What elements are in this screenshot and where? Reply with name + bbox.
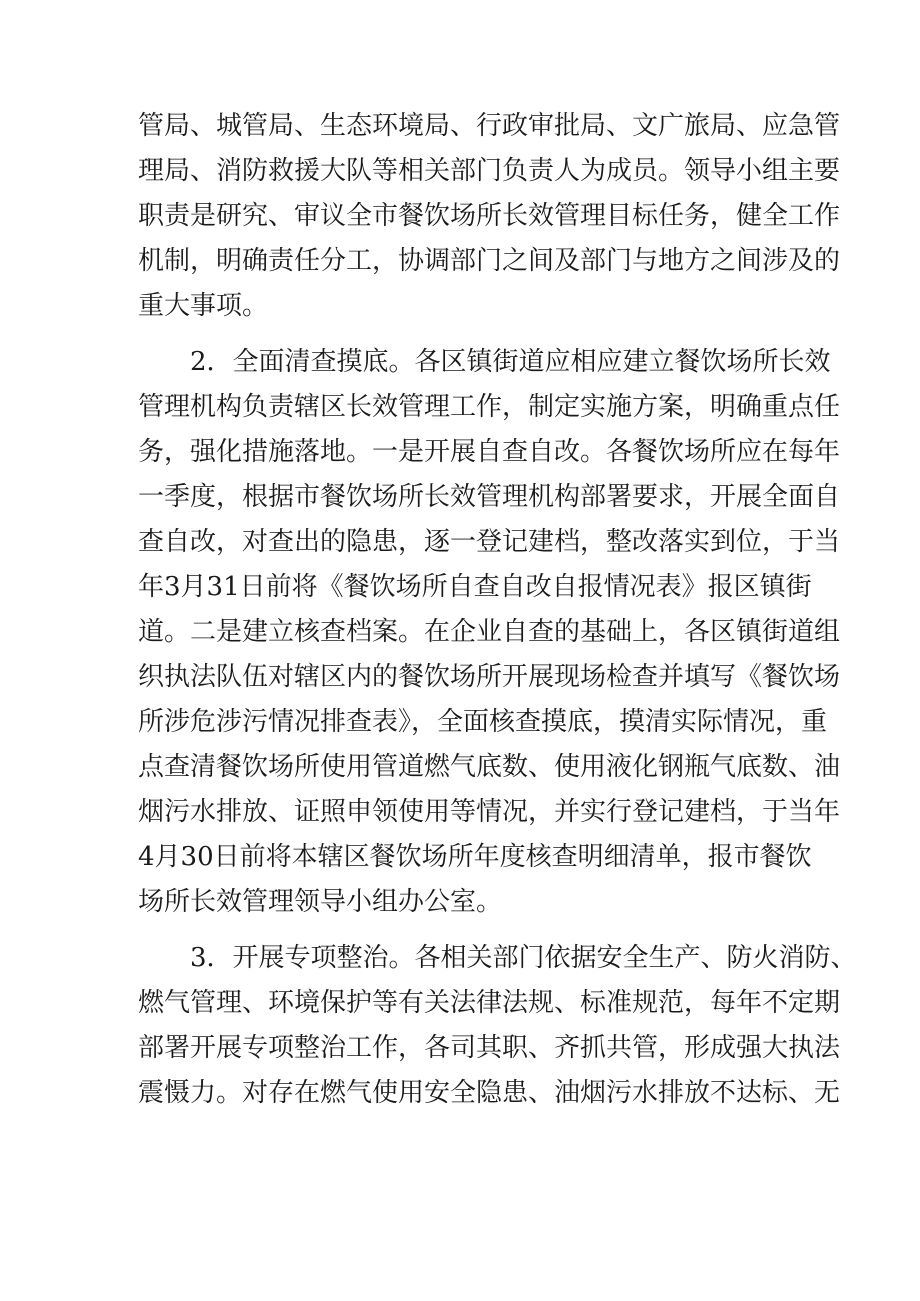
- text-line: 3．开展专项整治。各相关部门依据安全生产、防火消防、: [190, 943, 857, 973]
- text-line: 震慑力。对存在燃气使用安全隐患、油烟污水排放不达标、无: [138, 1078, 841, 1108]
- text-line: 4月30日前将本辖区餐饮场所年度核查明细清单，报市餐饮: [138, 842, 812, 872]
- text-line: 理局、消防救援大队等相关部门负责人为成员。领导小组主要: [138, 156, 841, 186]
- text-line: 点查清餐饮场所使用管道燃气底数、使用液化钢瓶气底数、油: [138, 752, 841, 782]
- paragraph-gap: [138, 925, 794, 936]
- text-line: 场所长效管理领导小组办公室。: [138, 887, 503, 917]
- text-line: 2．全面清查摸底。各区镇街道应相应建立餐饮场所长效: [190, 347, 831, 377]
- text-line: 机制，明确责任分工，协调部门之间及部门与地方之间涉及的: [138, 246, 841, 276]
- text-line: 燃气管理、环境保护等有关法律法规、标准规范，每年不定期: [138, 988, 841, 1018]
- text-line: 务，强化措施落地。一是开展自查自改。各餐饮场所应在每年: [138, 437, 841, 467]
- text-line: 部署开展专项整治工作，各司其职、齐抓共管，形成强大执法: [138, 1033, 841, 1063]
- text-line: 织执法队伍对辖区内的餐饮场所开展现场检查并填写《餐饮场: [138, 662, 841, 692]
- text-line: 查自改，对查出的隐患，逐一登记建档，整改落实到位，于当: [138, 527, 841, 557]
- text-line: 职责是研究、审议全市餐饮场所长效管理目标任务，健全工作: [138, 201, 841, 231]
- paragraph: [138, 340, 841, 925]
- text-line: 管局、城管局、生态环境局、行政审批局、文广旅局、应急管: [138, 111, 841, 141]
- text-line: 道。二是建立核查档案。在企业自查的基础上，各区镇街道组: [138, 617, 841, 647]
- text-line: 烟污水排放、证照申领使用等情况，并实行登记建档，于当年: [138, 797, 841, 827]
- text-line: 所涉危涉污情况排查表》，全面核查摸底，摸清实际情况，重: [138, 707, 828, 737]
- text-line: 管理机构负责辖区长效管理工作，制定实施方案，明确重点任: [138, 392, 841, 422]
- paragraph: [138, 936, 857, 1116]
- text-line: 一季度，根据市餐饮场所长效管理机构部署要求，开展全面自: [138, 482, 841, 512]
- paragraph-gap: [138, 329, 794, 340]
- document-body: [138, 104, 857, 1116]
- text-line: 年3月31日前将《餐饮场所自查自改自报情况表》报区镇街: [138, 572, 812, 602]
- text-line: 重大事项。: [138, 291, 269, 321]
- paragraph: [138, 104, 841, 329]
